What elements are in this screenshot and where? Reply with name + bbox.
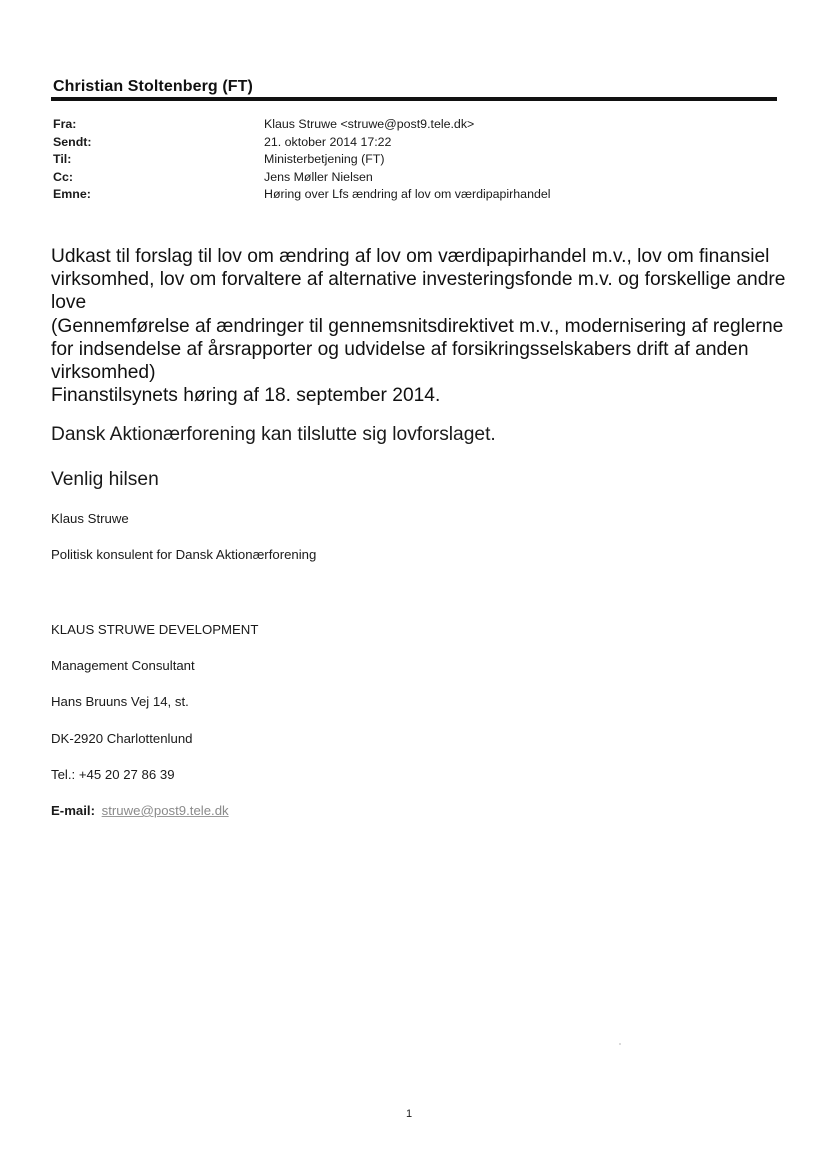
signature-name: Klaus Struwe (51, 511, 129, 526)
body-paragraph-consultation: Finanstilsynets høring af 18. september 2014. (51, 385, 441, 407)
header-row-subject (53, 187, 753, 205)
header-label-cc: Cc: (53, 169, 73, 184)
body-paragraph-bill-subtitle: (Gennemførelse af ændringer til gennemsnitsdirektivet m.v., modernisering af reglerne for indsendelse af årsrapporter og udvidelse af forsikringsselskabers drift af anden virksomhed) (51, 315, 784, 384)
page-number: 1 (406, 1108, 413, 1120)
email-body (51, 245, 786, 407)
header-label-sent: Sendt: (53, 134, 92, 149)
header-row-cc (53, 170, 753, 188)
signature-phone: Tel.: +45 20 27 86 39 (51, 767, 175, 782)
header-value-sent: 21. oktober 2014 17:22 (264, 134, 392, 149)
signature-email-link[interactable]: struwe@post9.tele.dk (101, 803, 229, 818)
header-value-subject: Høring over Lfs ændring af lov om værdipapirhandel (264, 187, 551, 201)
header-value-from: Klaus Struwe <struwe@post9.tele.dk> (264, 117, 475, 131)
header-label-from: Fra: (53, 117, 77, 131)
signature-email-label: E-mail: (51, 803, 95, 818)
signature-title: Management Consultant (51, 658, 195, 673)
signature-city: DK-2920 Charlottenlund (51, 731, 193, 746)
header-value-to: Ministerbetjening (FT) (264, 152, 385, 166)
body-greeting: Venlig hilsen (51, 469, 159, 490)
body-statement: Dansk Aktionærforening kan tilslutte sig lovforslaget. (51, 424, 496, 445)
header-value-cc: Jens Møller Nielsen (264, 169, 373, 184)
signature-role: Politisk konsulent for Dansk Aktionærforening (51, 547, 317, 562)
header-rule (51, 97, 777, 101)
header-label-subject: Emne: (53, 187, 91, 201)
signature-email-line (51, 803, 229, 818)
email-headers (53, 117, 753, 205)
header-row-from (53, 117, 753, 135)
signature-street: Hans Bruuns Vej 14, st. (51, 694, 189, 709)
body-paragraph-bill-title: Udkast til forslag til lov om ændring af lov om værdipapirhandel m.v., lov om finansiel virksomhed, lov om forvaltere af alternative investeringsfonde m.v. og forskellige andre love (51, 246, 786, 314)
signature-company: KLAUS STRUWE DEVELOPMENT (51, 622, 259, 637)
scan-speck (619, 1043, 621, 1045)
header-row-to (53, 152, 753, 170)
header-row-sent (53, 135, 753, 153)
sender-title: Christian Stoltenberg (FT) (53, 78, 253, 95)
header-label-to: Til: (53, 152, 72, 166)
